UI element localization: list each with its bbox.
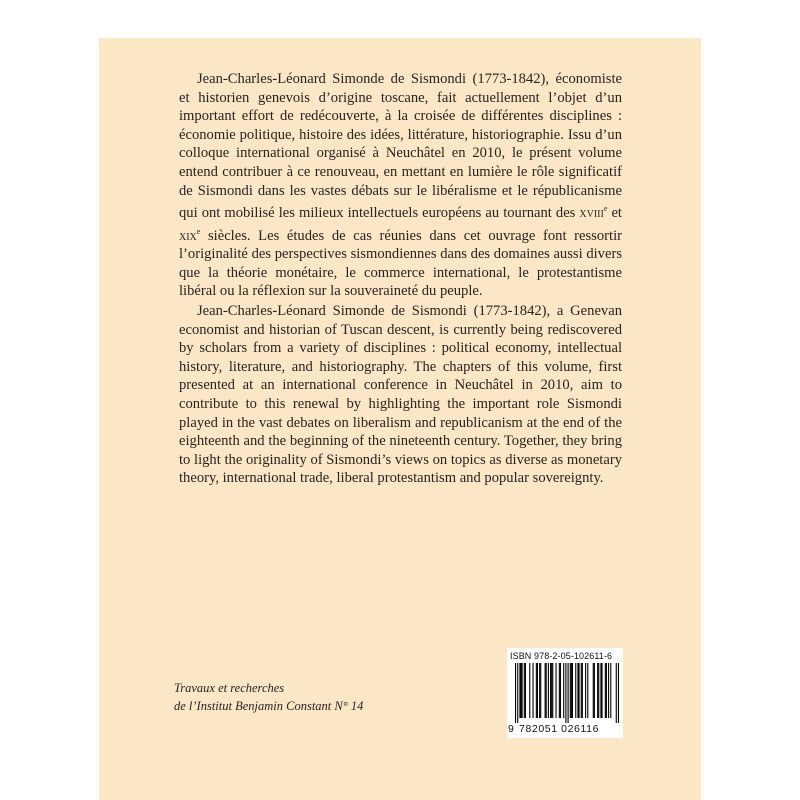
barcode-bar [594,663,595,718]
barcode-bar [552,663,553,718]
french-summary [179,70,622,301]
french-text-part1: Jean-Charles-Léonard Simonde de Sismondi (1773-1842), économiste et historien genevois d’origine toscane, fait actuellement l’objet d’un important effort de redécouverte, à la croisée de différentes disciplines : économie politique, histoire des idées, littérature, historiographie. Issu d’un colloque international organisé à Neuchâtel en 2010, le présent volume entend contribuer à ce renouveau, en mettant en lumière le rôle significatif de Sismondi dans les vastes débats sur le libéralisme et le républicanisme qui ont mobilisé les milieux intellectuels européens au tournant des [179,71,622,222]
barcode-bar [560,663,561,718]
barcode-bar [608,663,609,718]
barcode-bars [515,663,619,723]
barcode-bar [568,663,569,723]
barcode-bar [529,663,530,718]
barcode-bar [550,663,551,718]
barcode-bar [537,663,538,718]
century-xviii: xviii [579,205,604,222]
barcode-bar [577,663,578,718]
barcode-bar [570,663,571,718]
isbn-label: ISBN 978-2-05-102611-6 [510,651,613,661]
barcode-bar [524,663,525,718]
century-xviii-sup: e [603,204,608,214]
barcode-bar [517,663,518,723]
barcode-bar [520,663,521,718]
back-cover [99,38,701,800]
series-line-1: Travaux et recherches [174,681,285,695]
barcode-bar [587,663,588,718]
barcode-bar [605,663,606,718]
barcode-bar [545,663,546,718]
barcode-bar [519,663,520,718]
english-summary: Jean-Charles-Léonard Simonde de Sismondi (1773-1842), a Genevan economist and historian of Tuscan descent, is currently being rediscovered by scholars from a variety of disciplines : political economy, intellectual history, literature, and historiography. The chapters of this volume, first presented at an international conference in Neuchâtel in 2010, aim to contribute to this renewal by highlighting the important role Sismondi played in the vast debates on liberalism and republicanism at the end of the eighteenth and the beginning of the nineteenth century. Together, they bring to light the originality of Sismondi’s views on topics as diverse as monetary theory, international trade, liberal protestantism and popular sovereignty. [179,303,622,487]
series-info [174,679,363,715]
barcode-bar [616,663,617,723]
barcode-bar [556,663,557,718]
barcode-bar [575,663,576,718]
barcode-bar [539,663,540,718]
barcode-bar [606,663,607,718]
century-xix: xix [179,227,197,244]
barcode-bar [559,663,560,718]
barcode-bar [593,663,594,718]
series-line-2: de l’Institut Benjamin Constant N° 14 [174,699,364,713]
century-xix-sup: e [196,226,201,236]
barcode-bar [578,663,579,718]
barcode-bar [563,663,564,718]
barcode-bar [600,663,601,718]
barcode-bar [536,663,537,718]
barcode-bar [551,663,552,718]
barcode-bar [581,663,582,718]
barcode-bar [546,663,547,718]
barcode-bar [565,663,566,723]
ean-remaining-digits: 782051 026116 [519,723,600,735]
french-and: et [607,205,622,222]
barcode-bar [533,663,534,718]
french-text-part2: siècles. Les études de cas réunies dans cet ouvrage font ressortir l’originalité des perspectives sismondiennes dans des domaines aussi divers que la théorie monétaire, le commerce international, le protestantisme libéral ou la réflexion sur la souveraineté du peuple. [179,227,622,300]
barcode-bar [585,663,586,718]
barcode-bar [598,663,599,718]
barcode-bar [601,663,602,718]
barcode-bar [618,663,619,723]
barcode-bar [597,663,598,718]
barcode-bar [548,663,549,718]
barcode-bar [610,663,611,718]
barcode-bar [540,663,541,718]
barcode-bar [571,663,572,718]
barcode-bar [525,663,526,718]
barcode-bar [515,663,516,723]
barcode-bar [572,663,573,718]
isbn-barcode [507,648,623,738]
barcode-bar [582,663,583,718]
ean-first-digit: 9 [508,723,515,735]
barcode-bar [522,663,523,718]
